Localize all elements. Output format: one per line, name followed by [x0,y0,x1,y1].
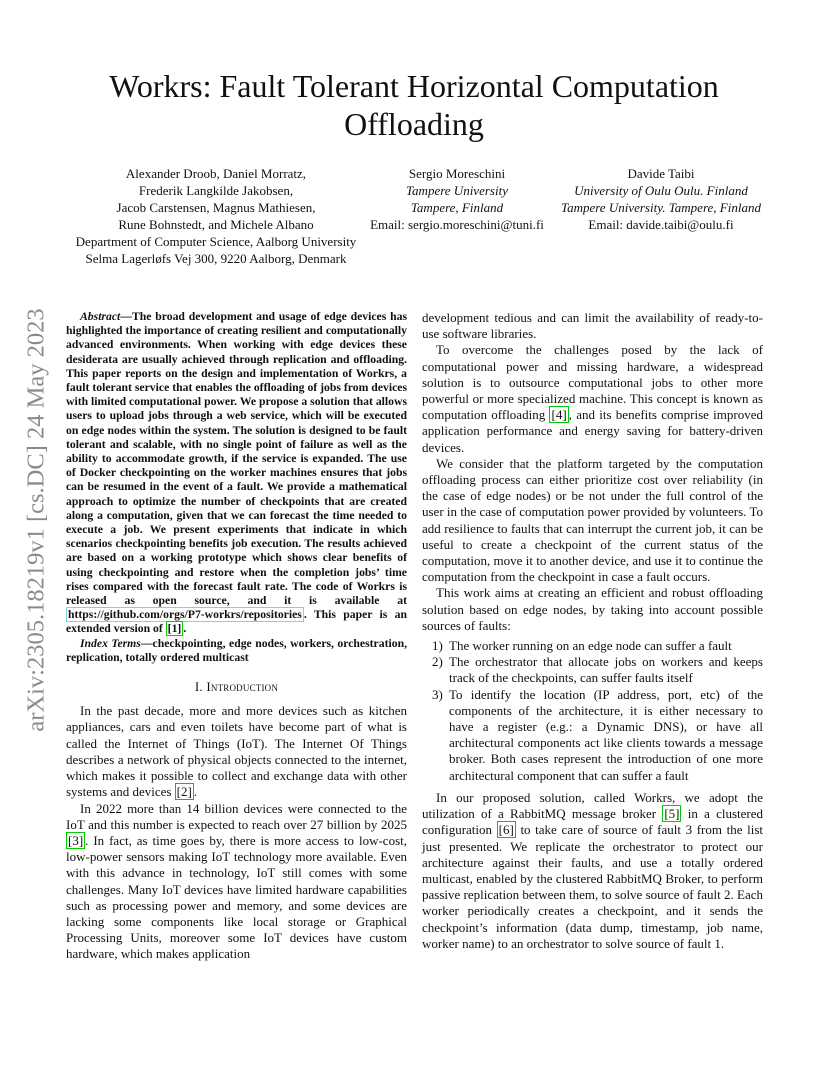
section-numeral: I. [194,679,207,695]
index-terms-text: —checkpointing, edge nodes, workers, orchestration, replication, totally ordered multicast [66,636,407,664]
fault-source-item [422,687,763,784]
section-title: Introduction [206,679,279,695]
section-heading-introduction [66,679,407,695]
author-line: Rune Bohnstedt, and Michele Albano [118,217,314,232]
list-number: 3) [432,686,443,702]
list-number: 2) [432,654,443,670]
left-column [66,310,407,963]
right-column [422,310,763,952]
arxiv-identifier-text: arXiv:2305.18219v1 [cs.DC] 24 May 2023 [23,308,51,732]
index-terms-label: Index Terms [80,636,141,650]
list-number: 1) [432,638,443,654]
intro-paragraph-6-text-a: In our proposed solution, called Workrs, we adopt the utilization of a RabbitMQ message broker [422,789,763,822]
abstract-text-2: . This paper is an extended version of [66,608,407,636]
list-text: To identify the location (IP address, port, etc) of the components of the architecture, it is either necessary to have a register (e.g.: a Dynamic DNS), or have all architectural components act like clients towards a message broker. Both cases represent the introduction of one more architectural component that can suffer a fault [449,686,763,783]
author-line: Jacob Carstensen, Magnus Mathiesen, [116,200,316,215]
author-block-moreschini [356,165,558,233]
author-line: Email: davide.taibi@oulu.fi [588,217,734,232]
author-line: Tampere, Finland [410,200,504,215]
author-line: Email: sergio.moreschini@tuni.fi [370,217,544,232]
intro-paragraph-2-text: In 2022 more than 14 billion devices were connected to the IoT and this number is expected to reach over 27 billion by 2025 [66,800,407,832]
intro-paragraph-2 [66,801,407,963]
continued-paragraph: development tedious and can limit the availability of ready-to-use software libraries. [422,310,763,342]
fault-source-item [422,638,763,654]
paper-title [70,67,758,143]
abstract [66,310,407,637]
fault-source-item [422,654,763,686]
citation-link-3[interactable]: [3] [68,832,84,848]
intro-paragraph-1 [66,703,407,800]
abstract-label: Abstract [80,310,121,323]
author-line: Tampere University [406,183,508,198]
citation-link-1[interactable]: [1] [167,622,182,636]
citation-link-5[interactable]: [5] [664,806,680,822]
intro-paragraph-3-text: To overcome the challenges posed by the lack of computational power and missing hardware, a widespread solution is to outsource computational jobs to other more powerful or more specialized machine. This concept is known as computation offloading [422,342,763,423]
author-line: Department of Computer Science, Aalborg University [75,234,357,249]
author-line: Selma Lagerløfs Vej 300, 9220 Aalborg, Denmark [85,251,347,266]
author-line: Tampere University. Tampere, Finland [561,200,761,215]
intro-paragraph-4: We consider that the platform targeted by the computation offloading process can either prioritize cost over reliability (in the case of edge nodes) or be not under the full control of the user in the case of computation power provided by volunteers. To add resilience to faults that can interrupt the current job, it can be useful to create a checkpoint of the current status of the computation, move it to another device, and use it to continue the computation from the checkpoint in case a fault occurs. [422,455,763,585]
intro-paragraph-3-end: , and its benefits comprise improved application performance and energy saving for battery-driven devices. [422,407,764,455]
intro-paragraph-1-end: . [193,784,198,800]
abstract-text-3: . [183,622,187,636]
citation-link-4[interactable]: [4] [551,407,567,423]
paper-title-line-2: Offloading [344,106,484,142]
author-line: University of Oulu Oulu. Finland [574,183,748,198]
paper-title-line-1: Workrs: Fault Tolerant Horizontal Computation [109,68,719,104]
intro-paragraph-2-end: . In fact, as time goes by, there is more access to low-cost, low-power sensors making IoT technology more available. Even with this advance in technology, IoT still comes with some challenges. Many IoT devices have limited hardware capabilities such as processing power and memory, and some devices are lacking some components like local storage or Graphical Processing Units, moreover some IoT devices have custom hardware, which makes application [66,832,407,962]
citation-link-2[interactable]: [2] [176,784,192,800]
index-terms [66,637,407,665]
fault-sources-list [422,638,763,784]
repository-link[interactable]: https://github.com/orgs/P7-workrs/repositories [68,608,302,622]
author-line: Sergio Moreschini [408,166,506,181]
citation-link-6[interactable]: [6] [498,822,514,838]
author-block-aalborg [60,165,372,267]
author-line: Frederik Langkilde Jakobsen, [138,183,294,198]
arxiv-identifier [21,275,53,765]
list-text: The orchestrator that allocate jobs on workers and keeps track of the checkpoints, can suffer faults itself [449,654,763,686]
list-text: The worker running on an edge node can suffer a fault [449,638,732,654]
intro-paragraph-6 [422,790,763,952]
intro-paragraph-6-text-b: in a clustered configuration [422,806,763,838]
intro-paragraph-3 [422,342,763,455]
intro-paragraph-5: This work aims at creating an efficient and robust offloading solution based on edge nodes, by taking into account possible sources of faults: [422,585,763,633]
abstract-text-1: —The broad development and usage of edge devices has highlighted the importance of creating resilient and computationally advanced environments. When working with edge devices these desiderata are usually achieved through replication and offloading. This paper reports on the design and implementation of Workrs, a fault tolerant service that enables the offloading of jobs from devices with limited computational power. We propose a solution that allows users to upload jobs through a web service, which will be executed on edge nodes within the system. The solution is designed to be fault tolerant and scalable, with no single point of failure as well as the ability to accommodate growth, if the service is expanded. The use of Docker checkpointing on the worker machines ensures that jobs can be resumed in the event of a fault. We provide a mathematical approach to optimize the number of checkpoints that are created along a computation, given that we can forecast the time needed to execute a job. We present experiments that indicate in which scenarios checkpointing benefits job execution. The results achieved are based on a working prototype which shows clear benefits of using checkpointing and restore when the completion jobs’ time rises compared with the forecast fault rate. The code of Workrs is released as open source, and it is available at [66,310,407,608]
author-line: Alexander Droob, Daniel Morratz, [125,166,307,181]
intro-paragraph-1-text: In the past decade, more and more devices such as kitchen appliances, cars and even toilets have become part of what is called the Internet of Things (IoT). The Internet Of Things describes a network of physical objects connected to the internet, which makes it possible to collect and exchange data with other systems and devices [66,703,407,800]
intro-paragraph-6-text-c: to take care of source of fault 3 from the list just presented. We replicate the orchestrator to protect our architecture against their faults, and use a totally ordered multicast, enabled by the clustered RabbitMQ Broker, to perform passive replication between them, to solve source of fault 2. Each worker periodically creates a checkpoint, and it sends the checkpoint’s information (data dump, timestamp, job name, worker name) to an orchestrator to solve source of fault 1. [422,822,763,951]
author-block-taibi [548,165,774,233]
author-line: Davide Taibi [627,166,695,181]
